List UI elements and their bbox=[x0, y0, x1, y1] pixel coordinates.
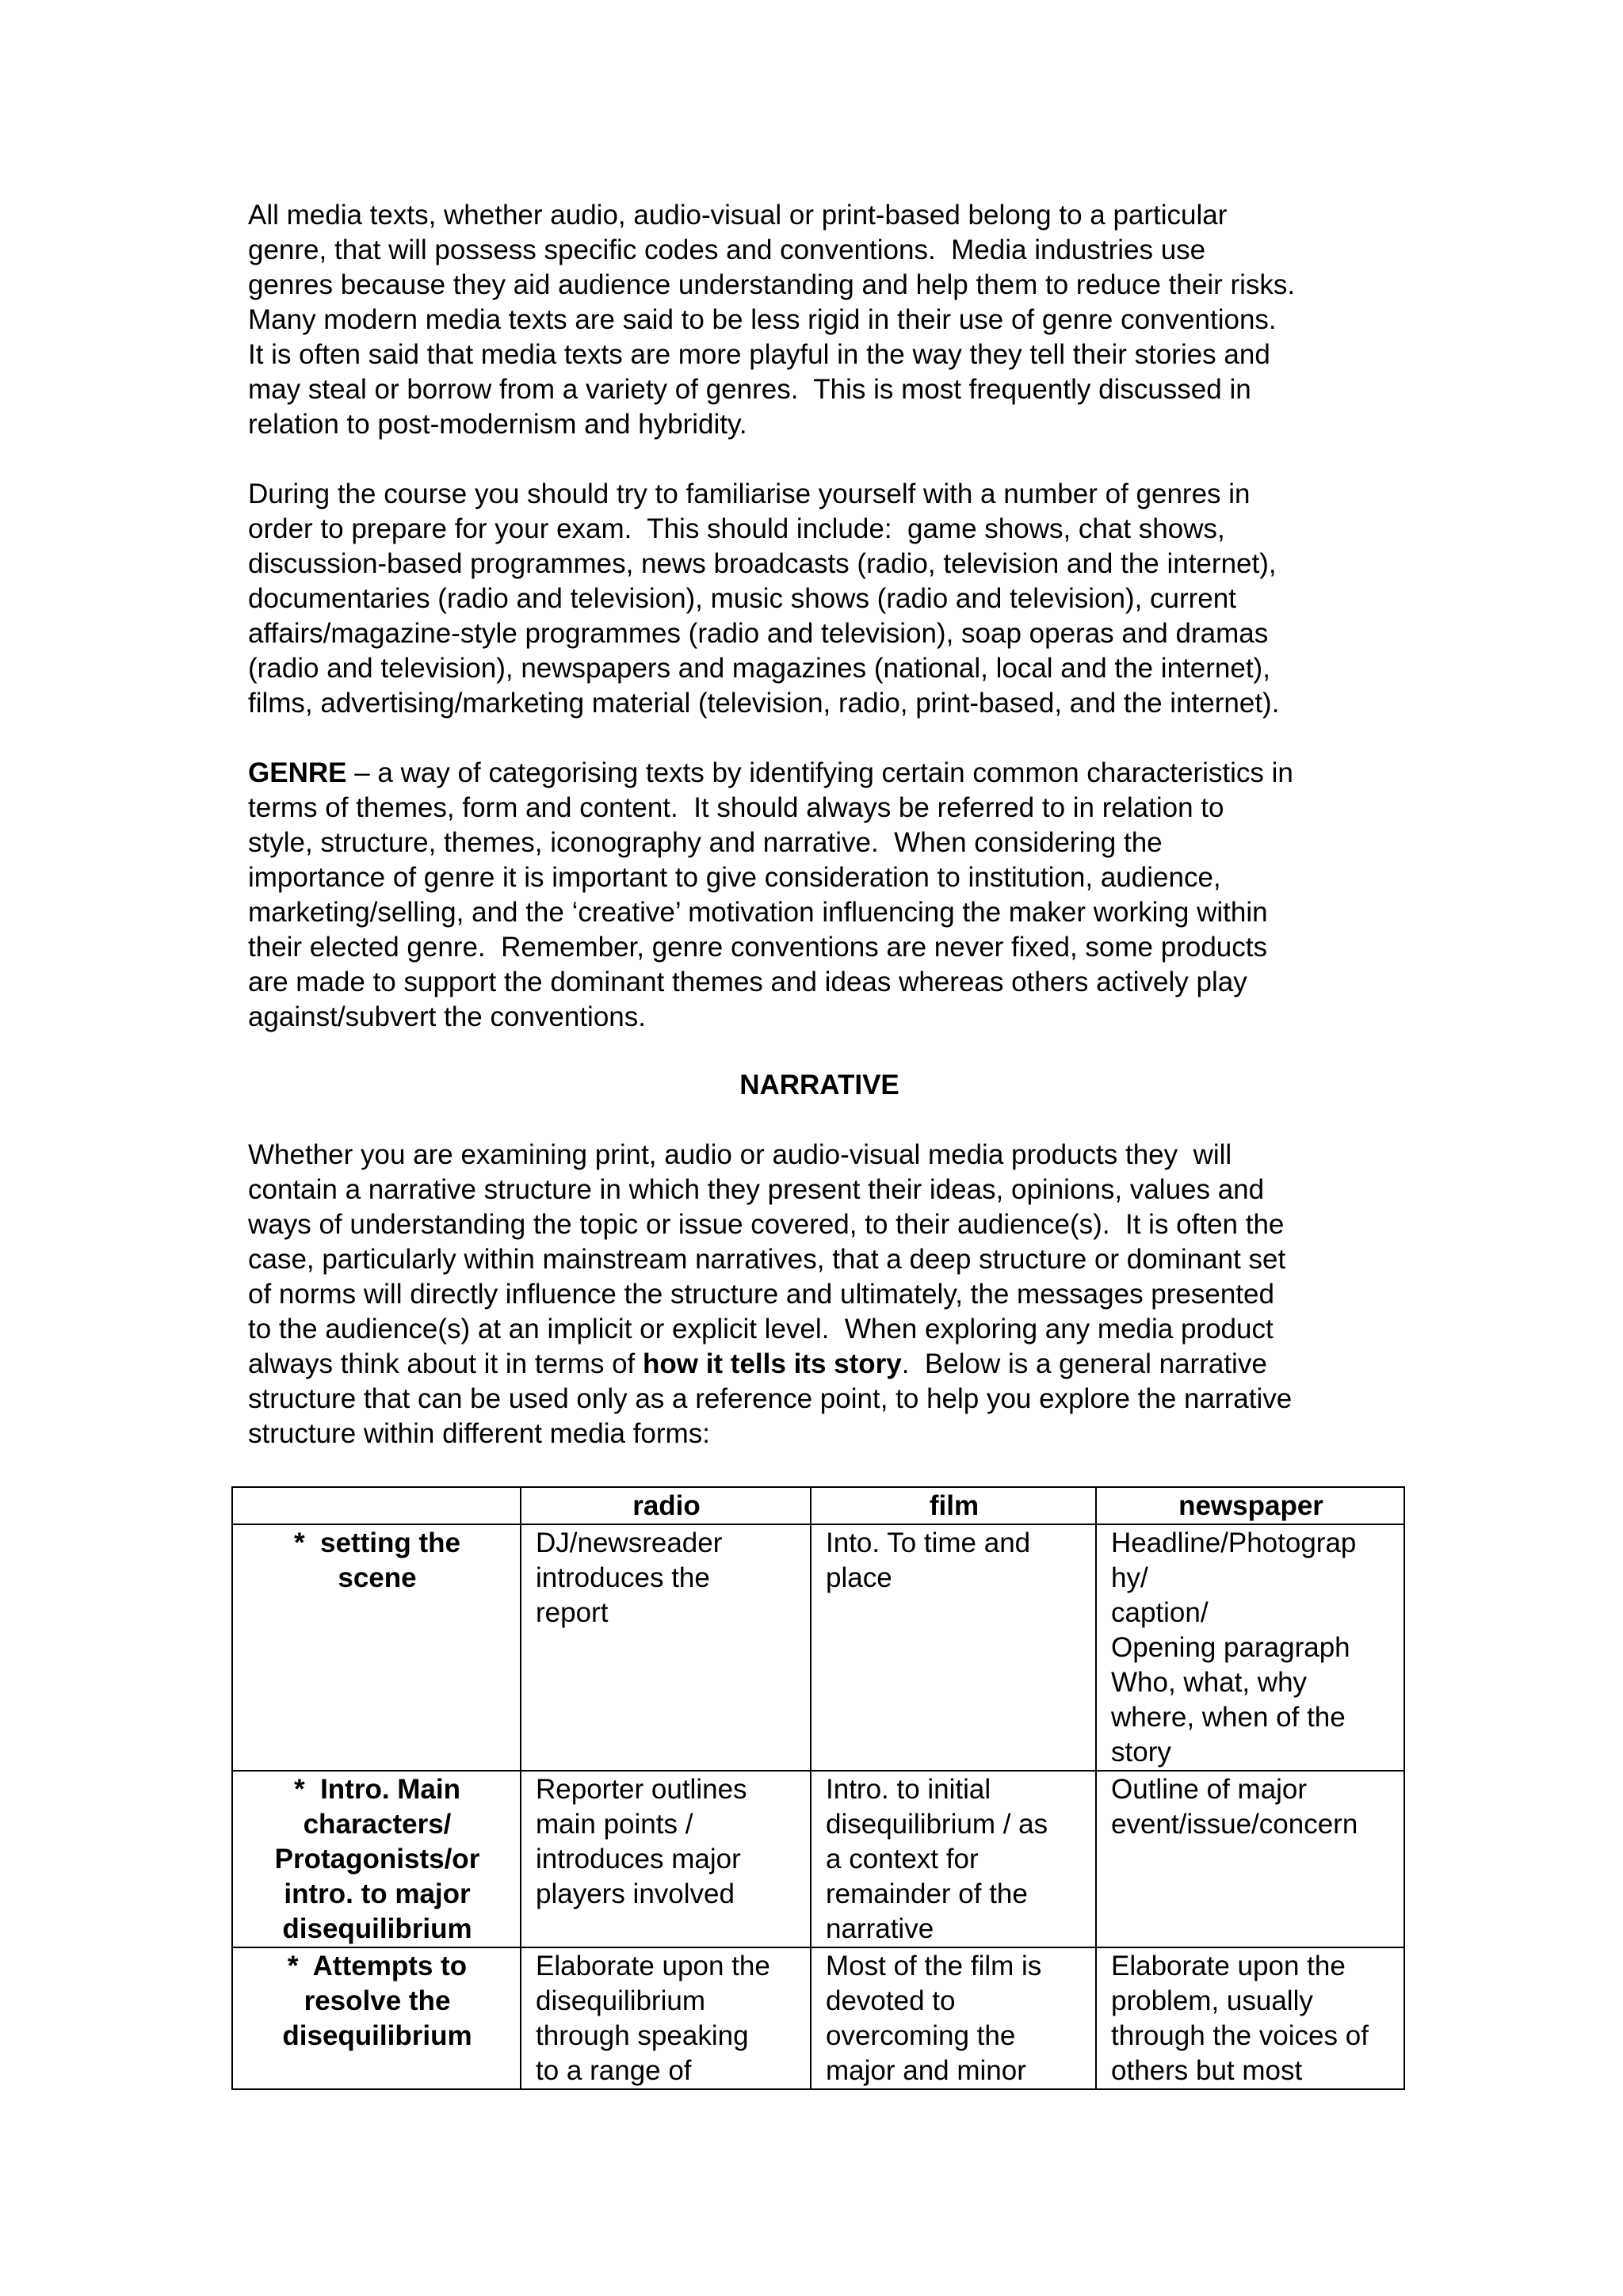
cell-line: hy/ bbox=[1111, 1562, 1148, 1593]
table-header-row bbox=[232, 1487, 1404, 1524]
text-line: are made to support the dominant themes and ideas whereas others actively play bbox=[248, 967, 1247, 997]
text-line: discussion-based programmes, news broadcasts (radio, television and the internet), bbox=[248, 548, 1277, 579]
narrative-structure-table bbox=[231, 1486, 1405, 2090]
cell-line: Elaborate upon the bbox=[1111, 1951, 1346, 1981]
text-line: may steal or borrow from a variety of genres. This is most frequently discussed in bbox=[248, 374, 1251, 405]
newspaper-cell bbox=[1096, 1947, 1404, 2089]
cell-line: introduces major bbox=[536, 1844, 741, 1875]
cell-line: Opening paragraph bbox=[1111, 1632, 1350, 1663]
film-cell bbox=[811, 1524, 1096, 1771]
table-row bbox=[232, 1771, 1404, 1947]
text-line: terms of themes, form and content. It should always be referred to in relation to bbox=[248, 792, 1224, 823]
cell-line: disequilibrium bbox=[282, 2020, 472, 2051]
film-cell bbox=[811, 1771, 1096, 1947]
text-line: affairs/magazine-style programmes (radio and television), soap operas and dramas bbox=[248, 618, 1269, 649]
text-line: Many modern media texts are said to be less rigid in their use of genre conventions. bbox=[248, 304, 1277, 335]
cell-line: a context for bbox=[826, 1844, 979, 1875]
text-line: genres because they aid audience understanding and help them to reduce their risks. bbox=[248, 269, 1296, 300]
cell-line: report bbox=[536, 1597, 609, 1628]
cell-line: Headline/Photograp bbox=[1111, 1527, 1357, 1558]
genre-definition-paragraph bbox=[248, 756, 1405, 1035]
table-header-cell: film bbox=[811, 1487, 1096, 1524]
cell-line: where, when of the bbox=[1111, 1702, 1346, 1733]
cell-line: Elaborate upon the bbox=[536, 1951, 770, 1981]
cell-line: others but most bbox=[1111, 2055, 1303, 2086]
text-line: case, particularly within mainstream narratives, that a deep structure or dominant set bbox=[248, 1244, 1286, 1275]
cell-line: disequilibrium bbox=[536, 1985, 705, 2016]
table-header-cell: radio bbox=[521, 1487, 811, 1524]
cell-line: Most of the film is bbox=[826, 1951, 1042, 1981]
cell-line: * Intro. Main bbox=[294, 1774, 460, 1805]
text-line: documentaries (radio and television), music shows (radio and television), current bbox=[248, 583, 1236, 614]
row-label-cell bbox=[232, 1771, 521, 1947]
cell-line: major and minor bbox=[826, 2055, 1026, 2086]
table-row bbox=[232, 1524, 1404, 1771]
text-line: ways of understanding the topic or issue covered, to their audience(s). It is often the bbox=[248, 1209, 1285, 1240]
cell-line: Who, what, why bbox=[1111, 1667, 1308, 1698]
text-line: During the course you should try to familiarise yourself with a number of genres in bbox=[248, 479, 1251, 509]
row-label-cell bbox=[232, 1947, 521, 2089]
table-header-cell: newspaper bbox=[1096, 1487, 1404, 1524]
cell-line: narrative bbox=[826, 1913, 934, 1944]
cell-line: to a range of bbox=[536, 2055, 692, 2086]
cell-line: caption/ bbox=[1111, 1597, 1209, 1628]
cell-line: Reporter outlines bbox=[536, 1774, 747, 1805]
text-line bbox=[248, 1347, 1405, 1382]
text-line: structure within different media forms: bbox=[248, 1418, 710, 1449]
cell-line: players involved bbox=[536, 1878, 735, 1909]
cell-line: DJ/newsreader bbox=[536, 1527, 723, 1558]
text-line: against/subvert the conventions. bbox=[248, 1001, 646, 1032]
text-line: of norms will directly influence the structure and ultimately, the messages presented bbox=[248, 1279, 1274, 1310]
row-label-cell bbox=[232, 1524, 521, 1771]
cell-line: * setting the bbox=[293, 1527, 461, 1558]
cell-line: overcoming the bbox=[826, 2020, 1016, 2051]
cell-line: problem, usually bbox=[1111, 1985, 1313, 2016]
text-line: films, advertising/marketing material (television, radio, print-based, and the internet). bbox=[248, 688, 1280, 719]
text-line: importance of genre it is important to give consideration to institution, audience, bbox=[248, 862, 1221, 893]
newspaper-cell bbox=[1096, 1524, 1404, 1771]
cell-line: through the voices of bbox=[1111, 2020, 1369, 2051]
cell-line: event/issue/concern bbox=[1111, 1809, 1358, 1840]
cell-line: characters/ bbox=[303, 1809, 452, 1840]
emphasis-phrase: how it tells its story bbox=[643, 1348, 902, 1379]
cell-line: introduces the bbox=[536, 1562, 710, 1593]
cell-line: devoted to bbox=[826, 1985, 956, 2016]
cell-line: intro. to major bbox=[284, 1878, 471, 1909]
text-line: marketing/selling, and the ‘creative’ motivation influencing the maker working within bbox=[248, 897, 1268, 928]
narrative-paragraph bbox=[248, 1138, 1405, 1451]
text-fragment: always think about it in terms of bbox=[248, 1348, 643, 1379]
radio-cell bbox=[521, 1524, 811, 1771]
text-line: It is often said that media texts are more playful in the way they tell their stories and bbox=[248, 339, 1270, 370]
cell-line: Outline of major bbox=[1111, 1774, 1308, 1805]
genre-term: GENRE bbox=[248, 757, 347, 788]
table-row bbox=[232, 1947, 1404, 2089]
cell-line: place bbox=[826, 1562, 892, 1593]
text-line: style, structure, themes, iconography and narrative. When considering the bbox=[248, 827, 1163, 858]
cell-line: through speaking bbox=[536, 2020, 749, 2051]
course-genres-paragraph bbox=[248, 477, 1405, 721]
cell-line: resolve the bbox=[304, 1985, 451, 2016]
genre-definition-start: – a way of categorising texts by identifying certain common characteristics in bbox=[346, 757, 1293, 788]
text-line: contain a narrative structure in which they present their ideas, opinions, values and bbox=[248, 1174, 1265, 1205]
cell-line: * Attempts to bbox=[287, 1951, 468, 1981]
cell-line: disequilibrium bbox=[282, 1913, 472, 1944]
text-fragment: . Below is a general narrative bbox=[901, 1348, 1267, 1379]
text-line bbox=[248, 756, 1405, 791]
film-cell bbox=[811, 1947, 1096, 2089]
text-line: relation to post-modernism and hybridity. bbox=[248, 409, 747, 440]
text-line: their elected genre. Remember, genre conventions are never fixed, some products bbox=[248, 932, 1267, 963]
table-header-cell bbox=[232, 1487, 521, 1524]
cell-line: Intro. to initial bbox=[826, 1774, 991, 1805]
text-line: order to prepare for your exam. This should include: game shows, chat shows, bbox=[248, 513, 1225, 544]
radio-cell bbox=[521, 1947, 811, 2089]
cell-line: remainder of the bbox=[826, 1878, 1028, 1909]
text-line: All media texts, whether audio, audio-visual or print-based belong to a particular bbox=[248, 200, 1228, 231]
cell-line: story bbox=[1111, 1737, 1171, 1768]
intro-paragraph bbox=[248, 198, 1405, 442]
cell-line: Into. To time and bbox=[826, 1527, 1031, 1558]
newspaper-cell bbox=[1096, 1771, 1404, 1947]
text-line: to the audience(s) at an implicit or explicit level. When exploring any media product bbox=[248, 1314, 1274, 1344]
cell-line: scene bbox=[338, 1562, 417, 1593]
text-line: genre, that will possess specific codes and conventions. Media industries use bbox=[248, 235, 1206, 265]
text-line: Whether you are examining print, audio or audio-visual media products they will bbox=[248, 1139, 1232, 1170]
cell-line: Protagonists/or bbox=[274, 1844, 480, 1875]
cell-line: disequilibrium / as bbox=[826, 1809, 1048, 1840]
text-line: (radio and television), newspapers and magazines (national, local and the internet), bbox=[248, 653, 1270, 684]
radio-cell bbox=[521, 1771, 811, 1947]
narrative-heading: NARRATIVE bbox=[739, 1070, 899, 1100]
cell-line: main points / bbox=[536, 1809, 693, 1840]
text-line: structure that can be used only as a reference point, to help you explore the narrative bbox=[248, 1383, 1293, 1414]
